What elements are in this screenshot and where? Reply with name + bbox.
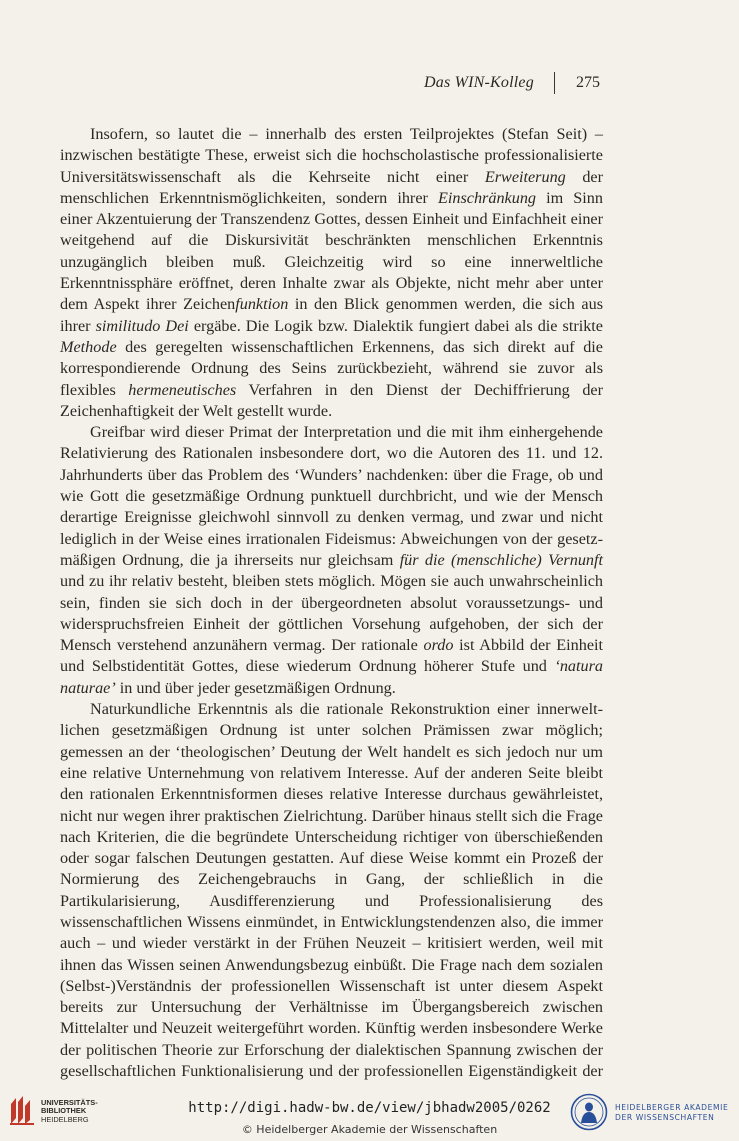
footer-bar (0, 1082, 739, 1141)
paragraph-3 (60, 699, 603, 1104)
text-run: in und über jeder gesetzmäßigen Ordnung. (115, 678, 396, 697)
ub-line-3: HEIDELBERG (41, 1114, 89, 1124)
italic-run: für die (menschliche) Vernunft (399, 550, 603, 569)
paragraph-2 (60, 422, 603, 699)
italic-run: similitudo Dei (95, 316, 189, 335)
italic-run: funktion (235, 295, 289, 314)
academy-seal-icon (570, 1093, 608, 1131)
text-run: Verfahren in den Dienst der Dechiffrierung der Zeichenhaftigkeit der Welt gestellt wurde. (60, 380, 603, 420)
text-run: Naturkundliche Erkenntnis als die rationale Rekonstruktion einer innerweltlichen gesetzmäßigen Ordnung ist unter solchen Prämissen zwar möglich; gemessen an der ‘theologischen’ Deutung der Welt handelt es sich jedoch nur um eine relative Unternehmung von relativem Interesse. Auf der anderen Seite bleibt den rationalen Erkenntnisformen dieses relative Interesse durchaus gewährleistet, nicht nur wegen ihrer praktischen Zielrichtung. Darüber hinaus stellt sich die Frage nach Kriterien, die die begründete Unterscheidung richtiger von überschießenden oder sogar falschen Deutungen gestatten. Auf diese Weise kommt ein Prozeß der Normierung des Zeichengebrauchs in Gang, der schließlich in die Partikularisierung, Ausdifferenzierung und Professionalisierung des wissenschaftlichen Wissens einmündet, in Entwicklungstendenzen also, die immer auch – und wieder verstärkt in der Frühen Neuzeit – kritisiert werden, weil mit ihnen das Wissen seinen Anwendungsbezug einbüßt. Die Frage nach dem sozialen (Selbst-)Verständnis der professionellen Wissenschaft ist unter diesem Aspekt bereits zur Untersuchung der Verhältnisse im Übergangsbereich zwischen Mittelalter und Neuzeit weitergeführt worden. Künftig werden insbesondere Werke der politischen Theorie zur Erforschung der dialektischen Spannung zwischen der gesellschaftlichen Funktionalisierung und der professionellen Eigenständigkeit der (60, 700, 603, 1081)
text-run: Greifbar wird dieser Primat der Interpretation und die mit ihm einhergehende Relativierung des Rationalen insbesondere dort, wo die Autoren des 11. und 12. Jahrhunderts über das Problem des ‘Wunders’ nachdenken: über die Frage, ob und wie Gott die gesetzmäßige Ordnung punktuell durchbricht, und wie der Mensch derartige Ereignisse gleichwohl sinnvoll zu denken vermag, und zwar und nicht lediglich in der Weise eines irrationalen Fideismus: Abweichungen von der gesetzmäßigen Ordnung, die ja ihrerseits nur gleichsam (60, 423, 603, 569)
running-title: Das WIN-Kolleg (424, 74, 534, 91)
academy-name (615, 1103, 728, 1123)
italic-run: Erweiterung (484, 167, 566, 186)
body-text (60, 124, 603, 1104)
text-run: des geregelten wissenschaftlichen Erkennens, das sich direkt auf die korrespondierende Ordnung des Seins zurückbezieht, während sie zuvor als flexibles (60, 337, 603, 399)
text-run: im Sinn einer Akzentuierung der Transzendenz Gottes, dessen Einheit und Einfachheit einer weitgehend auf die Diskursivität beschränkten menschlichen Erkenntnis unzugänglich bleiben muß. Gleichzeitig wird so eine innerweltliche Erkenntnissphäre eröffnet, deren Inhalte zwar als Objekte, nicht mehr aber unter dem Aspekt ihrer Zeichen (60, 188, 603, 314)
paragraph-1 (60, 124, 603, 422)
italic-run: Methode (60, 337, 117, 356)
text-run: der menschlichen Erkenntnismöglichkeiten, sondern ihrer (60, 167, 603, 207)
running-header (0, 72, 739, 96)
italic-run: ‘natura naturae’ (60, 657, 603, 697)
hadw-line-2: DER WISSENSCHAFTEN (615, 1113, 715, 1122)
hadw-line-1: HEIDELBERGER AKADEMIE (615, 1103, 729, 1112)
ub-line-1: UNIVERSITÄTS- (41, 1098, 98, 1107)
header-divider (554, 72, 555, 94)
italic-run: Einschränkung (438, 188, 537, 207)
page-number: 275 (576, 74, 600, 91)
copyright-notice: © Heidelberger Akademie der Wissenschaften (241, 1123, 498, 1136)
italic-run: hermeneutisches (128, 380, 237, 399)
text-run: und zu ihr relativ besteht, bleiben stets möglich. Mögen sie auch unwahrscheinlich sein, finden sie sich doch in der übergeordneten absolut voraussetzungs- und widerspruchsfreien Einheit der göttlichen Vorsehung aufgehoben, der sich der Mensch verstehend anzunähern vermag. Der rationale (60, 572, 603, 655)
text-run: ergäbe. Die Logik bzw. Dialektik fungiert dabei als die strikte (188, 316, 603, 335)
text-run: ist Abbild der Einheit und Selbstidentität Gottes, diese wiederum Ordnung höherer Stufe und (60, 636, 603, 676)
ub-line-2: BIBLIOTHEK (41, 1106, 87, 1116)
italic-run: ordo (423, 636, 454, 655)
permalink-url[interactable]: http://digi.hadw-bw.de/view/jbhadw2005/0262 (188, 1100, 551, 1116)
text-run: Insofern, so lautet die – innerhalb des ersten Teilprojektes (Stefan Seit) – inzwischen bestätigte These, erweist sich die hochscholastische professionalisierte Universitätswissenschaft als die Kehrseite nicht einer (60, 125, 603, 186)
text-run: in den Blick genommen werden, die sich aus ihrer (60, 295, 603, 335)
